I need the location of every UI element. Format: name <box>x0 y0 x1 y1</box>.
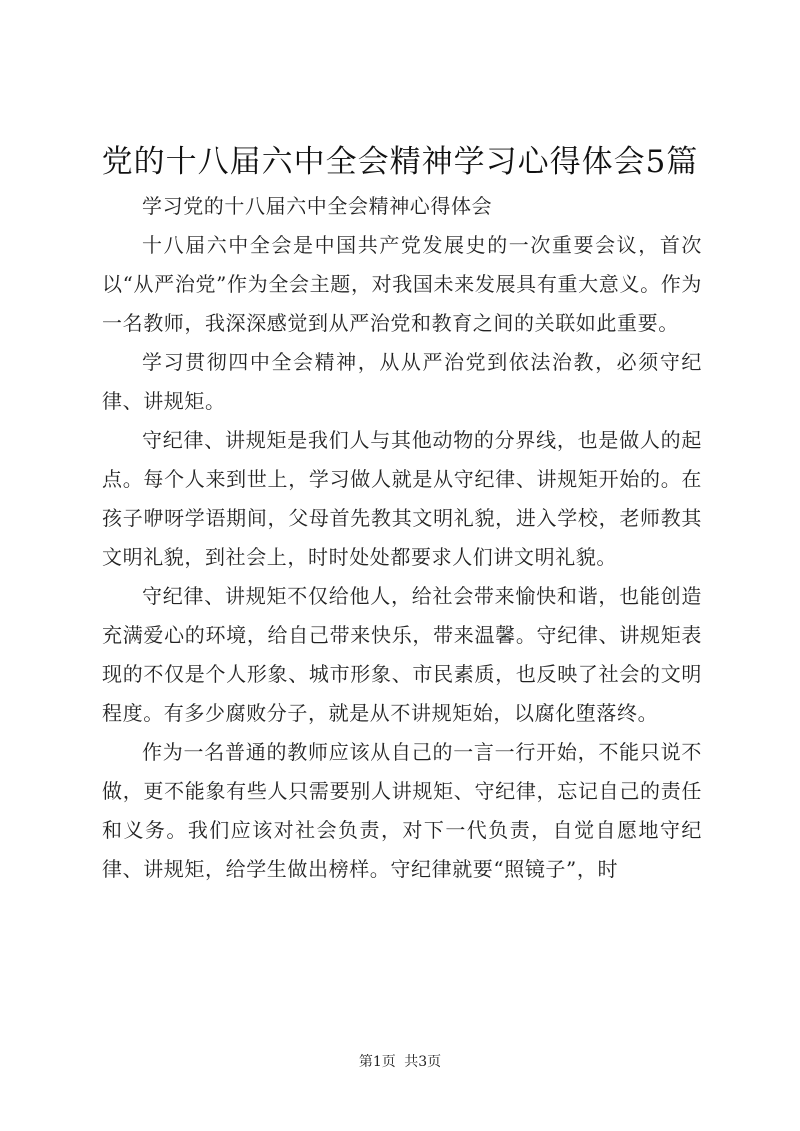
page-footer <box>0 1052 800 1072</box>
page-total: 共3页 <box>404 1054 442 1070</box>
paragraph: 学习贯彻四中全会精神，从从严治党到依法治教，必须守纪律、讲规矩。 <box>102 350 702 413</box>
document-subtitle: 学习党的十八届六中全会精神心得体会 <box>142 194 493 218</box>
paragraph: 守纪律、讲规矩是我们人与其他动物的分界线，也是做人的起点。每个人来到世上，学习做人就是从守纪律、讲规矩开始的。在孩子咿呀学语期间，父母首先教其文明礼貌，进入学校，老师教其文明礼貌，到社会上，时时处处都要求人们讲文明礼貌。 <box>102 428 702 569</box>
paragraph: 十八届六中全会是中国共产党发展史的一次重要会议，首次以“从严治党”作为全会主题，对我国未来发展具有重大意义。作为一名教师，我深深感觉到从严治党和教育之间的关联如此重要。 <box>102 233 702 335</box>
paragraph: 作为一名普通的教师应该从自己的一言一行开始，不能只说不做，更不能象有些人只需要别人讲规矩、守纪律，忘记自己的责任和义务。我们应该对社会负责，对下一代负责，自觉自愿地守纪律、讲规矩，给学生做出榜样。守纪律就要“照镜子”，时 <box>102 740 702 881</box>
document-title: 党的十八届六中全会精神学习心得体会5篇 <box>101 144 699 180</box>
page-number: 第1页 <box>358 1054 396 1070</box>
document-body <box>102 187 702 889</box>
paragraph: 守纪律、讲规矩不仅给他人，给社会带来愉快和谐，也能创造充满爱心的环境，给自己带来快乐，带来温馨。守纪律、讲规矩表现的不仅是个人形象、城市形象、市民素质，也反映了社会的文明程度。有多少腐败分子，就是从不讲规矩始，以腐化堕落终。 <box>102 584 702 725</box>
